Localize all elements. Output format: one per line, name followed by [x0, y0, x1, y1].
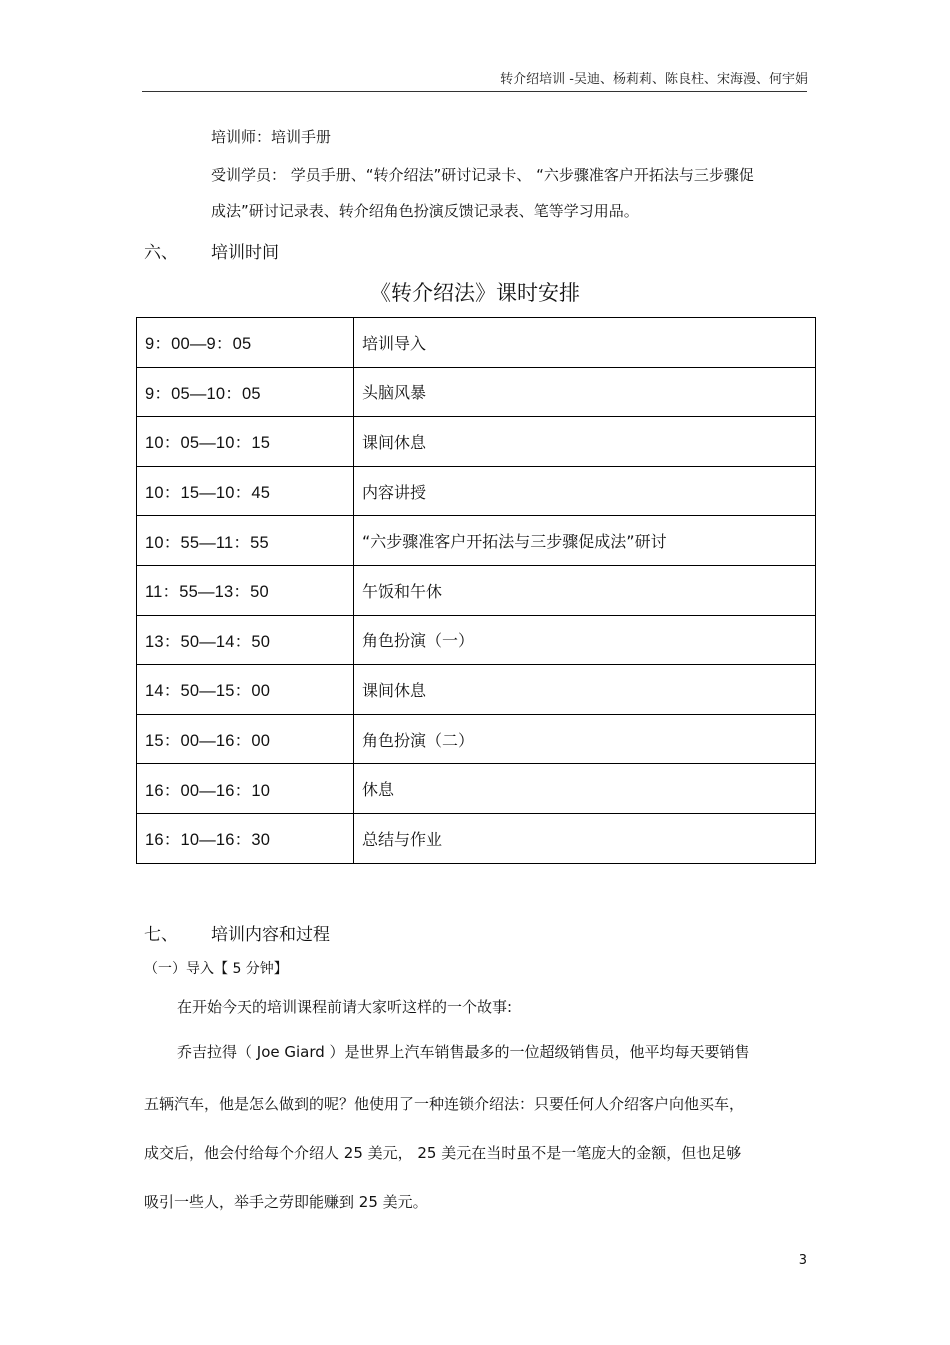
schedule-row [137, 813, 816, 863]
schedule-table [136, 317, 816, 864]
schedule-time-cell: 10：15—10：45 [137, 466, 354, 516]
schedule-time-cell: 10：05—10：15 [137, 417, 354, 467]
schedule-time-cell: 16：00—16：10 [137, 764, 354, 814]
section-6-title: 培训时间 [211, 243, 279, 263]
story-line-3: 成交后，他会付给每个介绍人 25 美元， 25 美元在当时虽不是一笔庞大的金额，但也足够 [144, 1144, 742, 1162]
story-line-1: 乔吉拉得（ Joe Giard ）是世界上汽车销售最多的一位超级销售员，他平均每天要销售 [177, 1043, 750, 1061]
section-7-title: 培训内容和过程 [211, 925, 330, 945]
schedule-row [137, 665, 816, 715]
schedule-row [137, 318, 816, 368]
section-7-number: 七、 [144, 925, 178, 945]
header-rule [142, 91, 807, 92]
schedule-activity-cell: 角色扮演（一） [354, 615, 816, 665]
schedule-row [137, 466, 816, 516]
schedule-activity-cell: 午饭和午休 [354, 565, 816, 615]
schedule-row [137, 565, 816, 615]
schedule-time-cell: 11：55—13：50 [137, 565, 354, 615]
page-number: 3 [798, 1253, 807, 1268]
schedule-activity-cell: 头脑风暴 [354, 367, 816, 417]
section-6-number: 六、 [144, 243, 178, 263]
schedule-time-cell: 10：55—11：55 [137, 516, 354, 566]
schedule-activity-cell: 课间休息 [354, 665, 816, 715]
schedule-time-cell: 9：00—9：05 [137, 318, 354, 368]
running-header: 转介绍培训 -吴迪、杨莉莉、陈良柱、宋海漫、何宇娟 [500, 72, 808, 87]
schedule-activity-cell: 角色扮演（二） [354, 714, 816, 764]
schedule-time-cell: 13：50—14：50 [137, 615, 354, 665]
schedule-time-cell: 14：50—15：00 [137, 665, 354, 715]
schedule-title: 《转介绍法》课时安排 [370, 281, 580, 305]
student-materials-line-1: 受训学员： 学员手册、“转介绍法”研讨记录卡、 “六步骤准客户开拓法与三步骤促 [211, 166, 754, 184]
schedule-time-cell: 16：10—16：30 [137, 813, 354, 863]
schedule-row [137, 417, 816, 467]
schedule-row [137, 516, 816, 566]
schedule-activity-cell: 总结与作业 [354, 813, 816, 863]
story-intro: 在开始今天的培训课程前请大家听这样的一个故事: [177, 998, 513, 1016]
schedule-row [137, 714, 816, 764]
schedule-activity-cell: 课间休息 [354, 417, 816, 467]
schedule-activity-cell: 休息 [354, 764, 816, 814]
story-line-4: 吸引一些人，举手之劳即能赚到 25 美元。 [144, 1193, 428, 1211]
schedule-activity-cell: 培训导入 [354, 318, 816, 368]
story-line-2: 五辆汽车，他是怎么做到的呢？他使用了一种连锁介绍法：只要任何人介绍客户向他买车， [144, 1095, 745, 1113]
student-materials-line-2: 成法”研讨记录表、转介绍角色扮演反馈记录表、笔等学习用品。 [211, 202, 639, 220]
schedule-time-cell: 9：05—10：05 [137, 367, 354, 417]
subsection-intro-heading: （一）导入【 5 分钟】 [144, 961, 288, 977]
schedule-activity-cell: “六步骤准客户开拓法与三步骤促成法”研讨 [354, 516, 816, 566]
trainer-materials: 培训师：培训手册 [211, 128, 332, 146]
schedule-activity-cell: 内容讲授 [354, 466, 816, 516]
schedule-row [137, 764, 816, 814]
schedule-time-cell: 15：00—16：00 [137, 714, 354, 764]
schedule-row [137, 367, 816, 417]
schedule-row [137, 615, 816, 665]
